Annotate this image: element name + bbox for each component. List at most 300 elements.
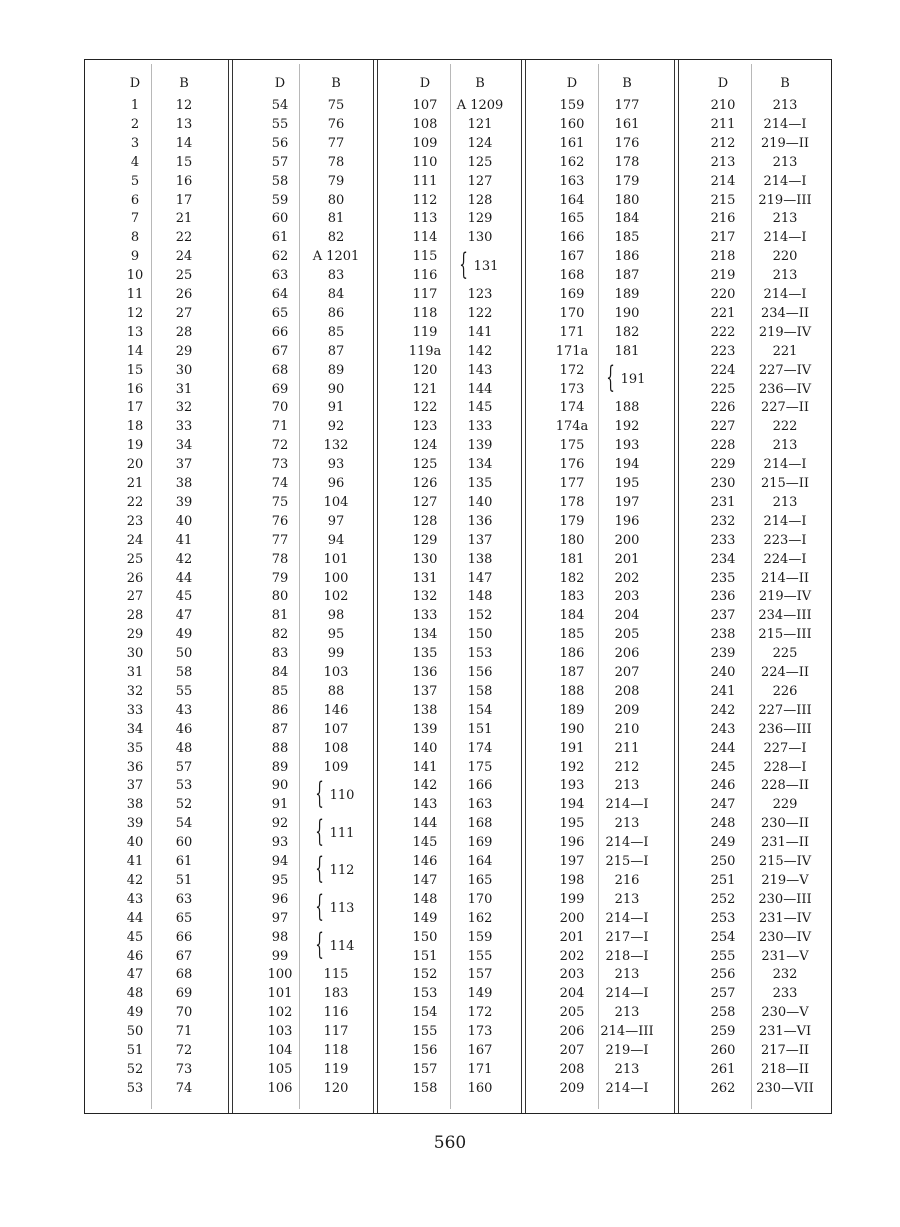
b-cell: 150 (467, 627, 493, 643)
d-cell: 257 (710, 986, 736, 1002)
b-cell: 179 (614, 173, 640, 189)
d-cell: 1 (130, 98, 140, 113)
b-cell: 213 (614, 816, 640, 832)
d-cell: 177 (559, 476, 585, 491)
d-cell: 252 (710, 891, 736, 907)
d-cell: 259 (710, 1024, 736, 1040)
d-cell: 166 (559, 230, 585, 246)
b-cell: 214—I (763, 173, 807, 189)
d-cell: 160 (559, 116, 585, 132)
d-cell: 100 (267, 967, 293, 983)
d-cell: 254 (710, 929, 736, 945)
b-cell: 116 (323, 1005, 349, 1021)
b-cell: 103 (323, 665, 349, 680)
b-cell: 123 (467, 287, 493, 302)
d-cell: 49 (126, 1005, 144, 1021)
b-cell: 60 (175, 835, 193, 851)
d-cell: 6 (130, 192, 140, 208)
d-cell: 163 (559, 173, 585, 189)
b-cell: 42 (175, 551, 193, 567)
b-cell: 88 (327, 683, 345, 699)
d-cell: 72 (271, 438, 289, 454)
b-cell: 219—V (761, 872, 809, 888)
b-cell: 16 (175, 173, 193, 189)
d-cell: 56 (271, 135, 289, 151)
b-cell: 33 (175, 419, 193, 435)
b-cell: 214—I (605, 986, 649, 1002)
b-cell: 29 (175, 343, 193, 359)
d-cell: 194 (559, 797, 585, 813)
b-cell: 107 (323, 721, 349, 737)
b-cell: 214—I (605, 797, 649, 813)
b-cell: 93 (327, 457, 345, 473)
b-cell: 167 (467, 1043, 493, 1058)
b-cell: 137 (467, 532, 493, 548)
b-cell: 213 (772, 494, 798, 510)
d-cell: 75 (271, 494, 289, 510)
d-cell: 249 (710, 835, 736, 851)
d-cell: 144 (412, 816, 438, 832)
d-cell: 133 (412, 608, 438, 624)
d-cell: 167 (559, 249, 585, 265)
b-cell: 138 (467, 551, 493, 567)
b-cell: 51 (175, 872, 193, 888)
d-cell: 233 (710, 532, 736, 548)
b-cell: 78 (327, 154, 345, 170)
d-cell: 33 (126, 702, 144, 718)
d-cell: 142 (412, 778, 438, 794)
d-cell: 149 (412, 910, 438, 926)
column-group-divider (521, 60, 526, 1113)
d-cell: 256 (710, 967, 736, 983)
d-cell: 95 (271, 872, 289, 888)
brace-mark: { (315, 813, 324, 849)
d-cell: 236 (710, 589, 736, 605)
b-cell: 193 (614, 438, 640, 454)
d-cell: 85 (271, 683, 289, 699)
b-cell: 34 (175, 438, 193, 454)
d-cell: 19 (126, 438, 144, 454)
b-cell: 37 (175, 457, 193, 473)
d-cell: 214 (710, 173, 736, 189)
d-cell: 104 (267, 1043, 293, 1058)
b-cell: 221 (772, 343, 798, 359)
d-cell: 54 (271, 98, 289, 113)
d-cell: 130 (412, 551, 438, 567)
b-cell: 224—I (763, 551, 807, 567)
d-cell: 118 (412, 305, 438, 321)
b-cell: 38 (175, 476, 193, 491)
d-cell: 99 (271, 948, 289, 964)
d-cell: 240 (710, 665, 736, 680)
d-cell: 112 (412, 192, 438, 208)
b-cell: 183 (323, 986, 349, 1002)
b-cell: 13 (175, 116, 193, 132)
b-cell: 212 (614, 759, 640, 775)
b-cell: 227—I (763, 740, 807, 756)
d-cell: 175 (559, 438, 585, 454)
b-cell: 226 (772, 683, 798, 699)
b-cell: 229 (772, 797, 798, 813)
b-cell: 223—I (763, 532, 807, 548)
b-cell: 213 (614, 891, 640, 907)
b-cell: 95 (327, 627, 345, 643)
b-cell: 232 (772, 967, 798, 983)
d-cell: 81 (271, 608, 289, 624)
b-cell: 17 (175, 192, 193, 208)
b-cell: 230—III (758, 891, 812, 907)
b-cell: 114 (329, 939, 355, 955)
d-cell: 174 (559, 400, 585, 416)
d-cell: 111 (412, 173, 438, 189)
b-cell: 145 (467, 400, 493, 416)
d-cell: 63 (271, 268, 289, 284)
b-cell: 127 (467, 173, 493, 189)
b-cell: 130 (467, 230, 493, 246)
d-cell: 168 (559, 268, 585, 284)
b-cell: 15 (175, 154, 193, 170)
b-cell: 180 (614, 192, 640, 208)
d-cell: 222 (710, 324, 736, 340)
d-cell: 52 (126, 1061, 144, 1077)
b-cell: 176 (614, 135, 640, 151)
d-cell: 244 (710, 740, 736, 756)
b-cell: 220 (772, 249, 798, 265)
b-cell: 233 (772, 986, 798, 1002)
d-cell: 22 (126, 494, 144, 510)
d-cell: 198 (559, 872, 585, 888)
d-cell: 13 (126, 324, 144, 340)
b-cell: 21 (175, 211, 193, 227)
d-cell: 156 (412, 1043, 438, 1058)
d-cell: 169 (559, 287, 585, 302)
b-cell: 181 (614, 343, 640, 359)
d-cell: 87 (271, 721, 289, 737)
b-cell: 189 (614, 287, 640, 302)
b-cell: 139 (467, 438, 493, 454)
b-cell: 99 (327, 646, 345, 662)
b-cell: 69 (175, 986, 193, 1002)
b-cell: 82 (327, 230, 345, 246)
d-cell: 203 (559, 967, 585, 983)
b-cell: 85 (327, 324, 345, 340)
b-cell: 214—I (605, 835, 649, 851)
b-cell: A 1209 (456, 98, 504, 113)
b-cell: 227—II (760, 400, 810, 416)
b-cell: 231—VI (758, 1024, 812, 1040)
d-cell: 189 (559, 702, 585, 718)
d-cell: 43 (126, 891, 144, 907)
b-cell: 184 (614, 211, 640, 227)
header-d: D (566, 76, 578, 91)
b-cell: 213 (772, 438, 798, 454)
b-cell: 97 (327, 513, 345, 529)
d-cell: 119 (412, 324, 438, 340)
d-cell: 157 (412, 1061, 438, 1077)
d-cell: 66 (271, 324, 289, 340)
b-cell: 210 (614, 721, 640, 737)
d-cell: 92 (271, 816, 289, 832)
b-cell: 118 (323, 1043, 349, 1058)
b-cell: 14 (175, 135, 193, 151)
b-cell: 165 (467, 872, 493, 888)
d-cell: 2 (130, 116, 140, 132)
b-cell: 219—II (760, 135, 810, 151)
header-d: D (129, 76, 141, 91)
b-cell: 32 (175, 400, 193, 416)
b-cell: 148 (467, 589, 493, 605)
b-cell: 52 (175, 797, 193, 813)
b-cell: 90 (327, 381, 345, 397)
d-cell: 210 (710, 98, 736, 113)
b-cell: 89 (327, 362, 345, 378)
b-cell: 43 (175, 702, 193, 718)
d-cell: 250 (710, 854, 736, 869)
b-cell: 234—II (760, 305, 810, 321)
b-cell: 214—I (605, 1080, 649, 1096)
d-cell: 53 (126, 1080, 144, 1096)
b-cell: 49 (175, 627, 193, 643)
d-cell: 70 (271, 400, 289, 416)
b-cell: 159 (467, 929, 493, 945)
d-cell: 208 (559, 1061, 585, 1077)
b-cell: 185 (614, 230, 640, 246)
d-cell: 57 (271, 154, 289, 170)
b-cell: 215—III (758, 627, 812, 643)
b-cell: 57 (175, 759, 193, 775)
b-cell: 80 (327, 192, 345, 208)
b-cell: 155 (467, 948, 493, 964)
b-cell: 218—II (760, 1061, 810, 1077)
b-cell: 173 (467, 1024, 493, 1040)
d-cell: 134 (412, 627, 438, 643)
b-cell: 206 (614, 646, 640, 662)
d-cell: 247 (710, 797, 736, 813)
d-cell: 64 (271, 287, 289, 302)
b-cell: 77 (327, 135, 345, 151)
d-cell: 27 (126, 589, 144, 605)
b-cell: 213 (614, 967, 640, 983)
d-cell: 184 (559, 608, 585, 624)
b-cell: 66 (175, 929, 193, 945)
d-cell: 211 (710, 116, 736, 132)
b-cell: 219—III (758, 192, 812, 208)
b-cell: 157 (467, 967, 493, 983)
d-cell: 143 (412, 797, 438, 813)
d-cell: 186 (559, 646, 585, 662)
b-cell: 230—II (760, 816, 810, 832)
b-cell: 214—II (760, 570, 810, 586)
d-cell: 209 (559, 1080, 585, 1096)
d-cell: 213 (710, 154, 736, 170)
d-cell: 60 (271, 211, 289, 227)
d-cell: 76 (271, 513, 289, 529)
d-cell: 39 (126, 816, 144, 832)
d-cell: 195 (559, 816, 585, 832)
header-b: B (475, 76, 485, 91)
b-cell: 91 (327, 400, 345, 416)
b-cell: 215—IV (758, 854, 812, 869)
b-cell: 172 (467, 1005, 493, 1021)
b-cell: 70 (175, 1005, 193, 1021)
b-cell: 213 (614, 1061, 640, 1077)
b-cell: 178 (614, 154, 640, 170)
d-cell: 158 (412, 1080, 438, 1096)
header-b: B (780, 76, 790, 91)
b-cell: 30 (175, 362, 193, 378)
b-cell: 228—II (760, 778, 810, 794)
d-cell: 91 (271, 797, 289, 813)
d-cell: 44 (126, 910, 144, 926)
b-cell: A 1201 (312, 249, 360, 265)
b-cell: 24 (175, 249, 193, 265)
b-cell: 213 (772, 98, 798, 113)
b-cell: 128 (467, 192, 493, 208)
b-cell: 231—V (761, 948, 809, 964)
b-cell: 236—IV (758, 381, 812, 397)
b-cell: 234—III (758, 608, 812, 624)
header-b: B (179, 76, 189, 91)
b-cell: 101 (323, 551, 349, 567)
d-cell: 73 (271, 457, 289, 473)
b-cell: 96 (327, 476, 345, 491)
b-cell: 12 (175, 98, 193, 113)
b-cell: 200 (614, 532, 640, 548)
b-cell: 158 (467, 683, 493, 699)
b-cell: 50 (175, 646, 193, 662)
b-cell: 117 (323, 1024, 349, 1040)
b-cell: 214—I (763, 287, 807, 302)
d-cell: 176 (559, 457, 585, 473)
d-cell: 145 (412, 835, 438, 851)
b-cell: 225 (772, 646, 798, 662)
b-cell: 46 (175, 721, 193, 737)
b-cell: 146 (323, 702, 349, 718)
d-cell: 69 (271, 381, 289, 397)
d-cell: 234 (710, 551, 736, 567)
d-cell: 171 (559, 324, 585, 340)
b-cell: 28 (175, 324, 193, 340)
d-cell: 48 (126, 986, 144, 1002)
d-cell: 84 (271, 665, 289, 680)
b-cell: 131 (473, 258, 499, 274)
d-cell: 17 (126, 400, 144, 416)
d-cell: 5 (130, 173, 140, 189)
d-cell: 218 (710, 249, 736, 265)
b-cell: 75 (327, 98, 345, 113)
d-cell: 96 (271, 891, 289, 907)
d-cell: 25 (126, 551, 144, 567)
b-cell: 140 (467, 494, 493, 510)
header-b: B (622, 76, 632, 91)
b-cell: 156 (467, 665, 493, 680)
d-cell: 122 (412, 400, 438, 416)
d-cell: 241 (710, 683, 736, 699)
b-cell: 214—I (763, 457, 807, 473)
b-cell: 108 (323, 740, 349, 756)
d-cell: 89 (271, 759, 289, 775)
d-cell: 10 (126, 268, 144, 284)
d-cell: 103 (267, 1024, 293, 1040)
b-cell: 162 (467, 910, 493, 926)
d-cell: 140 (412, 740, 438, 756)
b-cell: 74 (175, 1080, 193, 1096)
d-cell: 260 (710, 1043, 736, 1058)
d-cell: 4 (130, 154, 140, 170)
d-cell: 97 (271, 910, 289, 926)
b-cell: 41 (175, 532, 193, 548)
d-cell: 102 (267, 1005, 293, 1021)
b-cell: 169 (467, 835, 493, 851)
d-cell: 50 (126, 1024, 144, 1040)
d-cell: 231 (710, 494, 736, 510)
d-cell: 181 (559, 551, 585, 567)
b-cell: 53 (175, 778, 193, 794)
d-cell: 126 (412, 476, 438, 491)
d-cell: 30 (126, 646, 144, 662)
d-cell: 238 (710, 627, 736, 643)
d-cell: 261 (710, 1061, 736, 1077)
d-cell: 41 (126, 854, 144, 869)
b-cell: 83 (327, 268, 345, 284)
d-cell: 106 (267, 1080, 293, 1096)
b-cell: 209 (614, 702, 640, 718)
b-cell: 197 (614, 494, 640, 510)
d-cell: 128 (412, 513, 438, 529)
d-cell: 26 (126, 570, 144, 586)
d-cell: 216 (710, 211, 736, 227)
d-cell: 162 (559, 154, 585, 170)
d-cell: 251 (710, 872, 736, 888)
d-cell: 141 (412, 759, 438, 775)
d-cell: 180 (559, 532, 585, 548)
d-cell: 182 (559, 570, 585, 586)
d-cell: 61 (271, 230, 289, 246)
b-cell: 213 (614, 778, 640, 794)
b-cell: 154 (467, 702, 493, 718)
d-cell: 125 (412, 457, 438, 473)
d-cell: 199 (559, 891, 585, 907)
b-cell: 143 (467, 362, 493, 378)
b-cell: 213 (772, 211, 798, 227)
b-cell: 134 (467, 457, 493, 473)
d-cell: 46 (126, 948, 144, 964)
d-cell: 131 (412, 570, 438, 586)
brace-mark: { (606, 360, 615, 396)
d-cell: 88 (271, 740, 289, 756)
d-cell: 219 (710, 268, 736, 284)
b-cell: 214—I (763, 230, 807, 246)
d-cell: 227 (710, 419, 736, 435)
b-cell: 92 (327, 419, 345, 435)
d-cell: 117 (412, 287, 438, 302)
b-cell: 164 (467, 854, 493, 869)
d-cell: 224 (710, 362, 736, 378)
brace-mark: { (315, 775, 324, 811)
d-cell: 115 (412, 249, 438, 265)
d-cell: 159 (559, 98, 585, 113)
b-cell: 27 (175, 305, 193, 321)
d-cell: 173 (559, 381, 585, 397)
d-cell: 217 (710, 230, 736, 246)
d-cell: 109 (412, 135, 438, 151)
b-cell: 166 (467, 778, 493, 794)
d-cell: 113 (412, 211, 438, 227)
b-cell: 163 (467, 797, 493, 813)
b-cell: 214—III (600, 1024, 654, 1040)
b-cell: 31 (175, 381, 193, 397)
d-cell: 129 (412, 532, 438, 548)
